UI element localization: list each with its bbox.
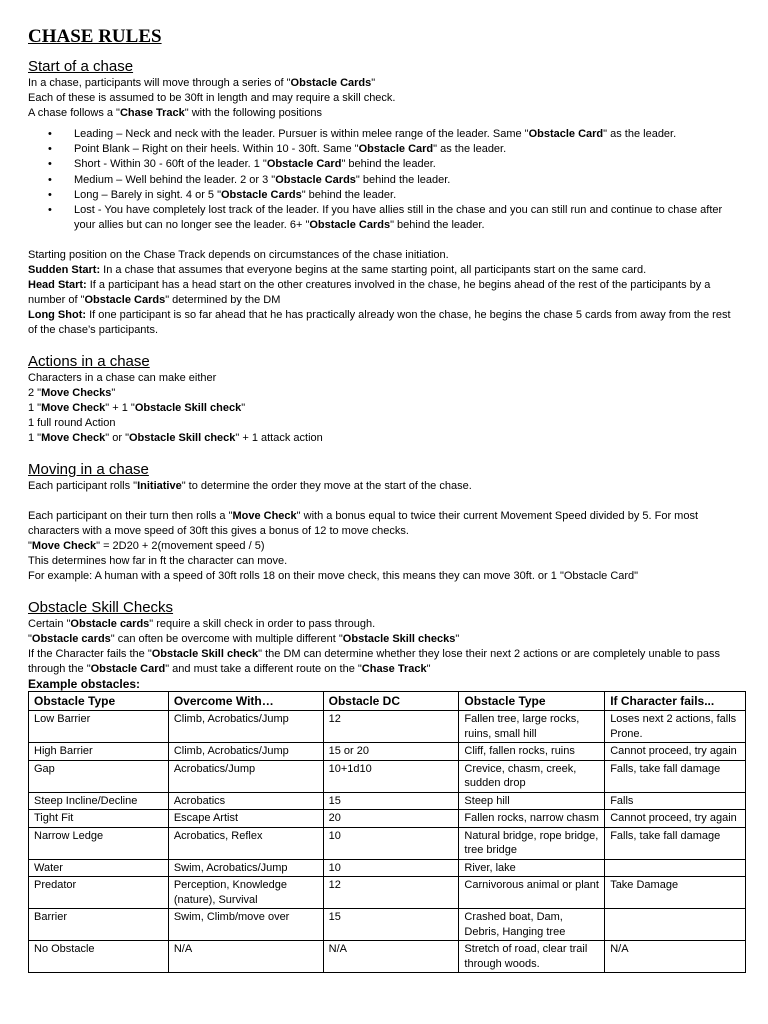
text-run: " + 1 attack action bbox=[235, 432, 323, 445]
table-cell: Swim, Acrobatics/Jump bbox=[168, 859, 323, 877]
text-run: For example: A human with a speed of 30ft rolls 18 on their move check, this means they can move 30ft. or 1 "Obstacle Card" bbox=[28, 570, 639, 583]
table-cell: 12 bbox=[323, 711, 459, 743]
text-run: This determines how far in ft the character can move. bbox=[28, 555, 288, 568]
table-row bbox=[29, 827, 746, 859]
text-run: Each participant rolls " bbox=[28, 480, 138, 493]
paragraph-line bbox=[28, 632, 740, 647]
text-run: " with the following positions bbox=[184, 107, 322, 119]
bold-term: Obstacle Card bbox=[90, 663, 166, 676]
text-run: Leading – Neck and neck with the leader. Pursuer is within melee range of the leader. Same " bbox=[74, 128, 529, 140]
example-obstacles-title: Example obstacles: bbox=[28, 677, 141, 692]
text-run: " with a bonus equal to twice their current Movement Speed divided by 5. For most characters with a move speed of 30ft this gives a bonus of 12 to move checks. bbox=[28, 510, 698, 538]
table-cell: 15 bbox=[323, 792, 459, 810]
text-run: If a participant has a head start on the other creatures involved in the chase, he begins ahead of the rest of the participants by a number of " bbox=[28, 279, 711, 307]
text-run: " to determine the order they move at the start of the chase. bbox=[181, 480, 472, 493]
table-header-row bbox=[29, 692, 746, 711]
paragraph-line bbox=[28, 106, 740, 121]
table-cell: N/A bbox=[323, 941, 459, 973]
table-row bbox=[29, 792, 746, 810]
bold-term: Obstacle Cards bbox=[84, 294, 166, 307]
text-run: " behind the leader. bbox=[355, 173, 451, 186]
actions-lines bbox=[28, 371, 740, 446]
bold-term: Obstacle Skill check bbox=[151, 648, 259, 661]
obstacle-lines bbox=[28, 617, 740, 677]
column-header: Obstacle DC bbox=[323, 692, 459, 711]
text-run: " and must take a different route on the " bbox=[165, 663, 362, 676]
bold-term: Obstacle Skill checks bbox=[342, 633, 456, 646]
text-run: " bbox=[241, 402, 246, 415]
table-cell: Loses next 2 actions, falls Prone. bbox=[605, 711, 746, 743]
table-cell: No Obstacle bbox=[29, 941, 169, 973]
table-cell: 20 bbox=[323, 810, 459, 828]
text-run: In a chase that assumes that everyone begins at the same starting point, all participants start on the same card. bbox=[100, 264, 647, 277]
bold-term: Move Checks bbox=[41, 387, 112, 400]
start-intro bbox=[28, 76, 740, 121]
table-cell: Fallen tree, large rocks, ruins, small hill bbox=[459, 711, 605, 743]
table-cell: N/A bbox=[168, 941, 323, 973]
paragraph-line bbox=[28, 416, 740, 431]
bold-term: Sudden Start: bbox=[28, 264, 101, 277]
text-run: " = 2D20 + 2(movement speed / 5) bbox=[96, 540, 265, 553]
bold-term: Obstacle Cards bbox=[275, 173, 356, 186]
paragraph-line bbox=[28, 431, 740, 446]
bold-term: Move Check bbox=[41, 432, 106, 445]
table-cell: Carnivorous animal or plant bbox=[459, 877, 605, 909]
text-run: Short - Within 30 - 60ft of the leader. 1 " bbox=[74, 158, 267, 171]
table-cell: Escape Artist bbox=[168, 810, 323, 828]
table-cell: Falls, take fall damage bbox=[605, 760, 746, 792]
text-run: Long – Barely in sight. 4 or 5 " bbox=[74, 188, 221, 201]
table-cell: Stretch of road, clear trail through woods. bbox=[459, 941, 605, 973]
table-cell: 10 bbox=[323, 827, 459, 859]
text-run: A chase follows a " bbox=[28, 107, 120, 119]
paragraph-line bbox=[28, 401, 740, 416]
text-run: " or " bbox=[105, 432, 129, 445]
obstacles-table bbox=[28, 691, 746, 973]
table-cell: Swim, Climb/move over bbox=[168, 909, 323, 941]
text-run: " as the leader. bbox=[603, 128, 677, 140]
table-cell: Climb, Acrobatics/Jump bbox=[168, 711, 323, 743]
bold-term: Obstacle Cards bbox=[290, 77, 372, 89]
list-item bbox=[28, 188, 740, 203]
table-cell: Predator bbox=[29, 877, 169, 909]
text-run: Point Blank – Right on their heels. Within 10 - 30ft. Same " bbox=[74, 143, 359, 156]
paragraph-line bbox=[28, 278, 740, 308]
section-heading-moving: Moving in a chase bbox=[28, 461, 149, 479]
text-run: " bbox=[455, 633, 460, 646]
text-run: Each participant on their turn then rolls a " bbox=[28, 510, 233, 523]
table-cell: High Barrier bbox=[29, 743, 169, 761]
paragraph-line bbox=[28, 263, 740, 278]
table-row bbox=[29, 711, 746, 743]
table-cell: Acrobatics bbox=[168, 792, 323, 810]
bullet-icon: • bbox=[48, 204, 52, 217]
text-run: " bbox=[28, 633, 32, 646]
table-cell: 10 bbox=[323, 859, 459, 877]
starting-position-rules bbox=[28, 248, 740, 338]
table-row bbox=[29, 743, 746, 761]
text-run: " can often be overcome with multiple different " bbox=[110, 633, 343, 646]
paragraph-line bbox=[28, 539, 740, 554]
paragraph-line bbox=[28, 569, 740, 584]
paragraph-line bbox=[28, 91, 740, 106]
bold-term: Obstacle cards bbox=[70, 618, 150, 631]
table-cell: 10+1d10 bbox=[323, 760, 459, 792]
table-row bbox=[29, 877, 746, 909]
text-run: " behind the leader. bbox=[390, 219, 485, 232]
text-run: If one participant is so far ahead that he has practically already won the chase, he begins the chase 5 cards from away from the rest of the chase’s participants. bbox=[28, 309, 731, 337]
table-cell: Acrobatics, Reflex bbox=[168, 827, 323, 859]
text-run: " bbox=[111, 387, 116, 400]
paragraph-line bbox=[28, 509, 740, 539]
text-run: Medium – Well behind the leader. 2 or 3 " bbox=[74, 173, 276, 186]
section-heading-obstacle: Obstacle Skill Checks bbox=[28, 599, 174, 617]
table-row bbox=[29, 909, 746, 941]
bold-term: Long Shot: bbox=[28, 309, 87, 322]
list-item bbox=[28, 173, 740, 188]
bold-term: Obstacle Card bbox=[528, 128, 604, 140]
table-cell bbox=[605, 859, 746, 877]
table-row bbox=[29, 810, 746, 828]
text-run: Each of these is assumed to be 30ft in length and may require a skill check. bbox=[28, 92, 396, 104]
table-cell: Water bbox=[29, 859, 169, 877]
text-run: 2 " bbox=[28, 387, 42, 400]
bullet-icon: • bbox=[48, 188, 52, 201]
table-cell: Tight Fit bbox=[29, 810, 169, 828]
text-run: " bbox=[28, 540, 32, 553]
table-cell: Falls bbox=[605, 792, 746, 810]
text-run: " require a skill check in order to pass through. bbox=[149, 618, 376, 631]
list-item bbox=[28, 157, 740, 172]
text-run: 1 " bbox=[28, 432, 42, 445]
table-cell: Falls, take fall damage bbox=[605, 827, 746, 859]
section-heading-actions: Actions in a chase bbox=[28, 353, 150, 371]
obstacles-table-body bbox=[29, 711, 746, 973]
bold-term: Obstacle Card bbox=[266, 158, 342, 171]
table-cell: 15 or 20 bbox=[323, 743, 459, 761]
paragraph-line bbox=[28, 308, 740, 338]
column-header: If Character fails... bbox=[605, 692, 746, 711]
paragraph-line bbox=[28, 371, 740, 386]
table-cell: Crevice, chasm, creek, sudden drop bbox=[459, 760, 605, 792]
bold-term: Initiative bbox=[137, 480, 182, 493]
bullet-icon: • bbox=[48, 128, 52, 140]
table-cell: N/A bbox=[605, 941, 746, 973]
paragraph-line bbox=[28, 386, 740, 401]
document-title: CHASE RULES bbox=[28, 26, 162, 47]
bold-term: Chase Track bbox=[119, 107, 185, 119]
bold-term: Obstacle cards bbox=[31, 633, 111, 646]
table-cell: Acrobatics/Jump bbox=[168, 760, 323, 792]
table-cell: Cannot proceed, try again bbox=[605, 810, 746, 828]
column-header: Obstacle Type bbox=[29, 692, 169, 711]
bold-term: Obstacle Cards bbox=[309, 219, 391, 232]
bullet-icon: • bbox=[48, 173, 52, 186]
table-cell: Steep Incline/Decline bbox=[29, 792, 169, 810]
text-run: " determined by the DM bbox=[165, 294, 281, 307]
text-run: " bbox=[371, 77, 376, 89]
bold-term: Obstacle Card bbox=[358, 143, 434, 156]
text-run: " as the leader. bbox=[433, 143, 507, 156]
table-cell: Climb, Acrobatics/Jump bbox=[168, 743, 323, 761]
table-cell bbox=[605, 909, 746, 941]
bold-term: Move Check bbox=[41, 402, 106, 415]
table-cell: Narrow Ledge bbox=[29, 827, 169, 859]
table-cell: Barrier bbox=[29, 909, 169, 941]
bold-term: Obstacle Cards bbox=[221, 188, 302, 201]
paragraph-line bbox=[28, 248, 740, 263]
table-cell: 12 bbox=[323, 877, 459, 909]
table-row bbox=[29, 941, 746, 973]
table-cell: Gap bbox=[29, 760, 169, 792]
bold-term: Obstacle Skill check bbox=[129, 432, 236, 445]
text-run: " the DM can determine whether they lose their next 2 actions or are completely unable to pass through the " bbox=[28, 648, 721, 676]
bullet-icon: • bbox=[48, 143, 52, 156]
text-run: " behind the leader. bbox=[341, 158, 436, 171]
text-run: Lost - You have completely lost track of the leader. If you have allies still in the chase and you can still run and continue to chase after your allies but can no longer see the leader. 6+ " bbox=[74, 204, 723, 232]
paragraph-line bbox=[28, 76, 740, 91]
column-header: Obstacle Type bbox=[459, 692, 605, 711]
table-cell: Take Damage bbox=[605, 877, 746, 909]
text-run: In a chase, participants will move through a series of " bbox=[28, 77, 291, 89]
list-item bbox=[28, 127, 740, 142]
text-run: If the Character fails the " bbox=[28, 648, 152, 661]
bold-term: Obstacle Skill check bbox=[134, 402, 242, 415]
paragraph-line bbox=[28, 617, 740, 632]
column-header: Overcome With… bbox=[168, 692, 323, 711]
text-run: 1 full round Action bbox=[28, 417, 116, 430]
list-item bbox=[28, 203, 740, 233]
text-run: 1 " bbox=[28, 402, 42, 415]
text-run: " behind the leader. bbox=[301, 188, 397, 201]
text-run: " + 1 " bbox=[105, 402, 135, 415]
table-cell: River, lake bbox=[459, 859, 605, 877]
bold-term: Move Check bbox=[31, 540, 97, 553]
list-item bbox=[28, 142, 740, 157]
paragraph-line bbox=[28, 554, 740, 569]
text-run: Certain " bbox=[28, 618, 71, 631]
table-cell: Cannot proceed, try again bbox=[605, 743, 746, 761]
table-row bbox=[29, 760, 746, 792]
section-heading-start: Start of a chase bbox=[28, 58, 134, 75]
chase-track-positions-list bbox=[28, 127, 740, 233]
table-cell: Crashed boat, Dam, Debris, Hanging tree bbox=[459, 909, 605, 941]
table-cell: Cliff, fallen rocks, ruins bbox=[459, 743, 605, 761]
text-run: " bbox=[426, 663, 431, 676]
text-run: Starting position on the Chase Track depends on circumstances of the chase initiation. bbox=[28, 249, 449, 262]
bold-term: Move Check bbox=[232, 510, 297, 523]
table-cell: 15 bbox=[323, 909, 459, 941]
table-cell: Low Barrier bbox=[29, 711, 169, 743]
table-cell: Fallen rocks, narrow chasm bbox=[459, 810, 605, 828]
moving-initiative-line bbox=[28, 479, 740, 494]
bold-term: Head Start: bbox=[28, 279, 87, 292]
text-run: Characters in a chase can make either bbox=[28, 372, 217, 385]
paragraph-line bbox=[28, 647, 740, 677]
moving-lines bbox=[28, 509, 740, 584]
table-cell: Natural bridge, rope bridge, tree bridge bbox=[459, 827, 605, 859]
table-row bbox=[29, 859, 746, 877]
bullet-icon: • bbox=[48, 158, 52, 171]
bold-term: Chase Track bbox=[361, 663, 427, 676]
table-cell: Perception, Knowledge (nature), Survival bbox=[168, 877, 323, 909]
table-cell: Steep hill bbox=[459, 792, 605, 810]
